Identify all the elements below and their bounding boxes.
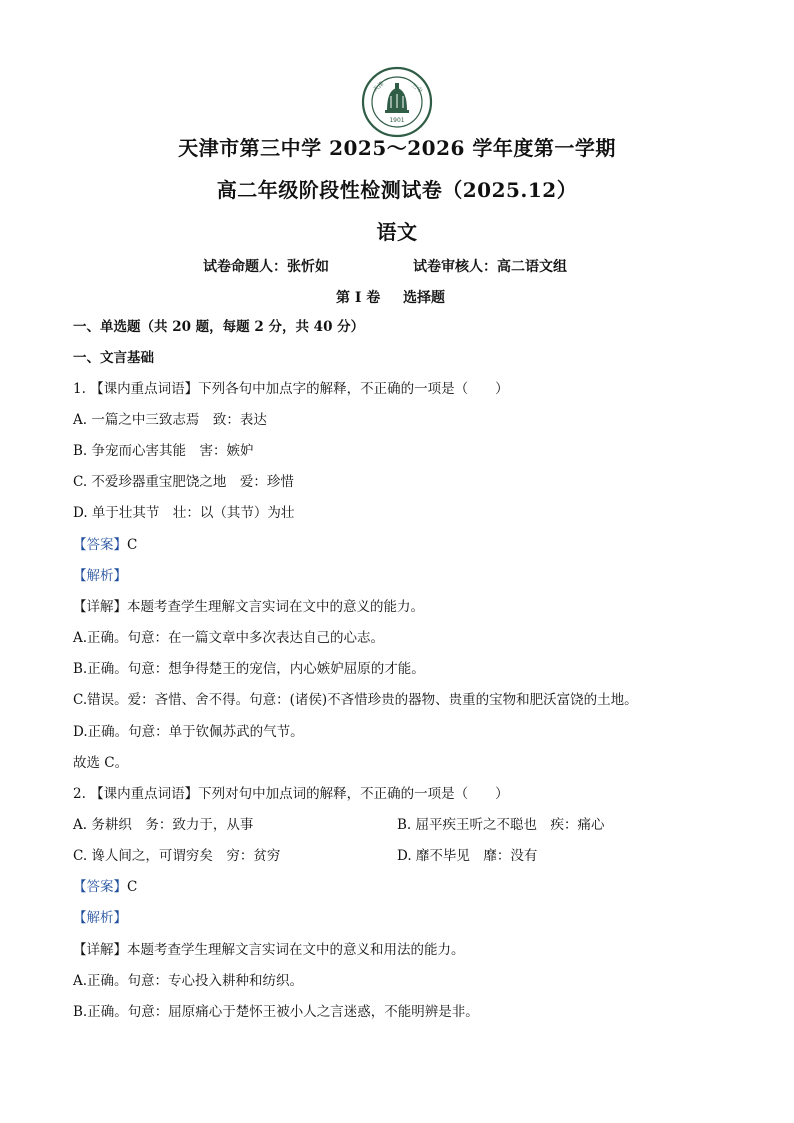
volume-type: 选择题 — [403, 290, 445, 306]
part-title: 一、单选题（共 20 题，每题 2 分，共 40 分） — [73, 319, 365, 335]
q1-explanation-d: D.正确。句意：单于钦佩苏武的气节。 — [73, 724, 304, 740]
q1-answer — [73, 536, 137, 554]
reviewer-label: 试卷审核人：高二语文组 — [413, 259, 567, 275]
svg-text:1901: 1901 — [389, 117, 405, 124]
q1-answer-label: 【答案】 — [73, 537, 127, 553]
school-seal-icon — [361, 66, 433, 138]
q2-option-c: C. 谗人间之，可谓穷矣 穷：贫穷 — [73, 848, 281, 864]
q2-options-row1 — [73, 816, 713, 834]
exam-title-line2: 高二年级阶段性检测试卷（2025.12） — [216, 178, 578, 202]
q2-answer — [73, 878, 137, 896]
q1-conclusion: 故选 C。 — [73, 755, 129, 771]
q1-explanation-b: B.正确。句意：想争得楚王的宠信，内心嫉妒屈原的才能。 — [73, 661, 425, 677]
q1-explanation-c: C.错误。爱：吝惜、舍不得。句意：(诸侯)不吝惜珍贵的器物、贵重的宝物和肥沃富饶的土地。 — [73, 692, 638, 708]
sub-title: 一、文言基础 — [73, 350, 154, 366]
svg-text:三中: 三中 — [409, 81, 424, 95]
q2-analysis-label: 【解析】 — [73, 910, 127, 926]
q2-explanation-b: B.正确。句意：屈原痛心于楚怀王被小人之言迷惑，不能明辨是非。 — [73, 1004, 479, 1020]
q1-stem: 1. 【课内重点词语】下列各句中加点字的解释，不正确的一项是（ ） — [73, 381, 509, 397]
svg-text:天津: 天津 — [371, 80, 386, 94]
q1-option-c: C. 不爱珍器重宝肥饶之地 爱：珍惜 — [73, 474, 294, 490]
q1-detail: 【详解】本题考查学生理解文言实词在文中的意义的能力。 — [73, 599, 424, 615]
q2-option-d: D. 靡不毕见 靡：没有 — [397, 848, 538, 864]
q1-analysis-label: 【解析】 — [73, 568, 127, 584]
q2-explanation-a: A.正确。句意：专心投入耕种和纺织。 — [73, 973, 304, 989]
subject-title: 语文 — [376, 220, 418, 244]
q1-option-a: A. 一篇之中三致志焉 致：表达 — [73, 412, 267, 428]
q2-options-row2 — [73, 847, 713, 865]
q2-option-b: B. 屈平疾王听之不聪也 疾：痛心 — [397, 817, 605, 833]
q1-explanation-a: A.正确。句意：在一篇文章中多次表达自己的心志。 — [73, 630, 385, 646]
q2-option-a: A. 务耕织 务：致力于，从事 — [73, 817, 254, 833]
school-logo — [361, 66, 433, 138]
q2-answer-label: 【答案】 — [73, 879, 127, 895]
q1-answer-value: C — [127, 537, 138, 553]
q2-detail: 【详解】本题考查学生理解文言实词在文中的意义和用法的能力。 — [73, 942, 465, 958]
author-label: 试卷命题人：张忻如 — [203, 259, 329, 275]
q1-option-b: B. 争宠而心害其能 害：嫉妒 — [73, 443, 254, 459]
exam-title-line1: 天津市第三中学 2025～2026 学年度第一学期 — [178, 136, 616, 160]
q2-answer-value: C — [127, 879, 138, 895]
volume-label: 第 I 卷 — [336, 290, 381, 306]
q2-stem: 2. 【课内重点词语】下列对句中加点词的解释，不正确的一项是（ ） — [73, 786, 509, 802]
q1-option-d: D. 单于壮其节 壮：以（其节）为壮 — [73, 505, 295, 521]
